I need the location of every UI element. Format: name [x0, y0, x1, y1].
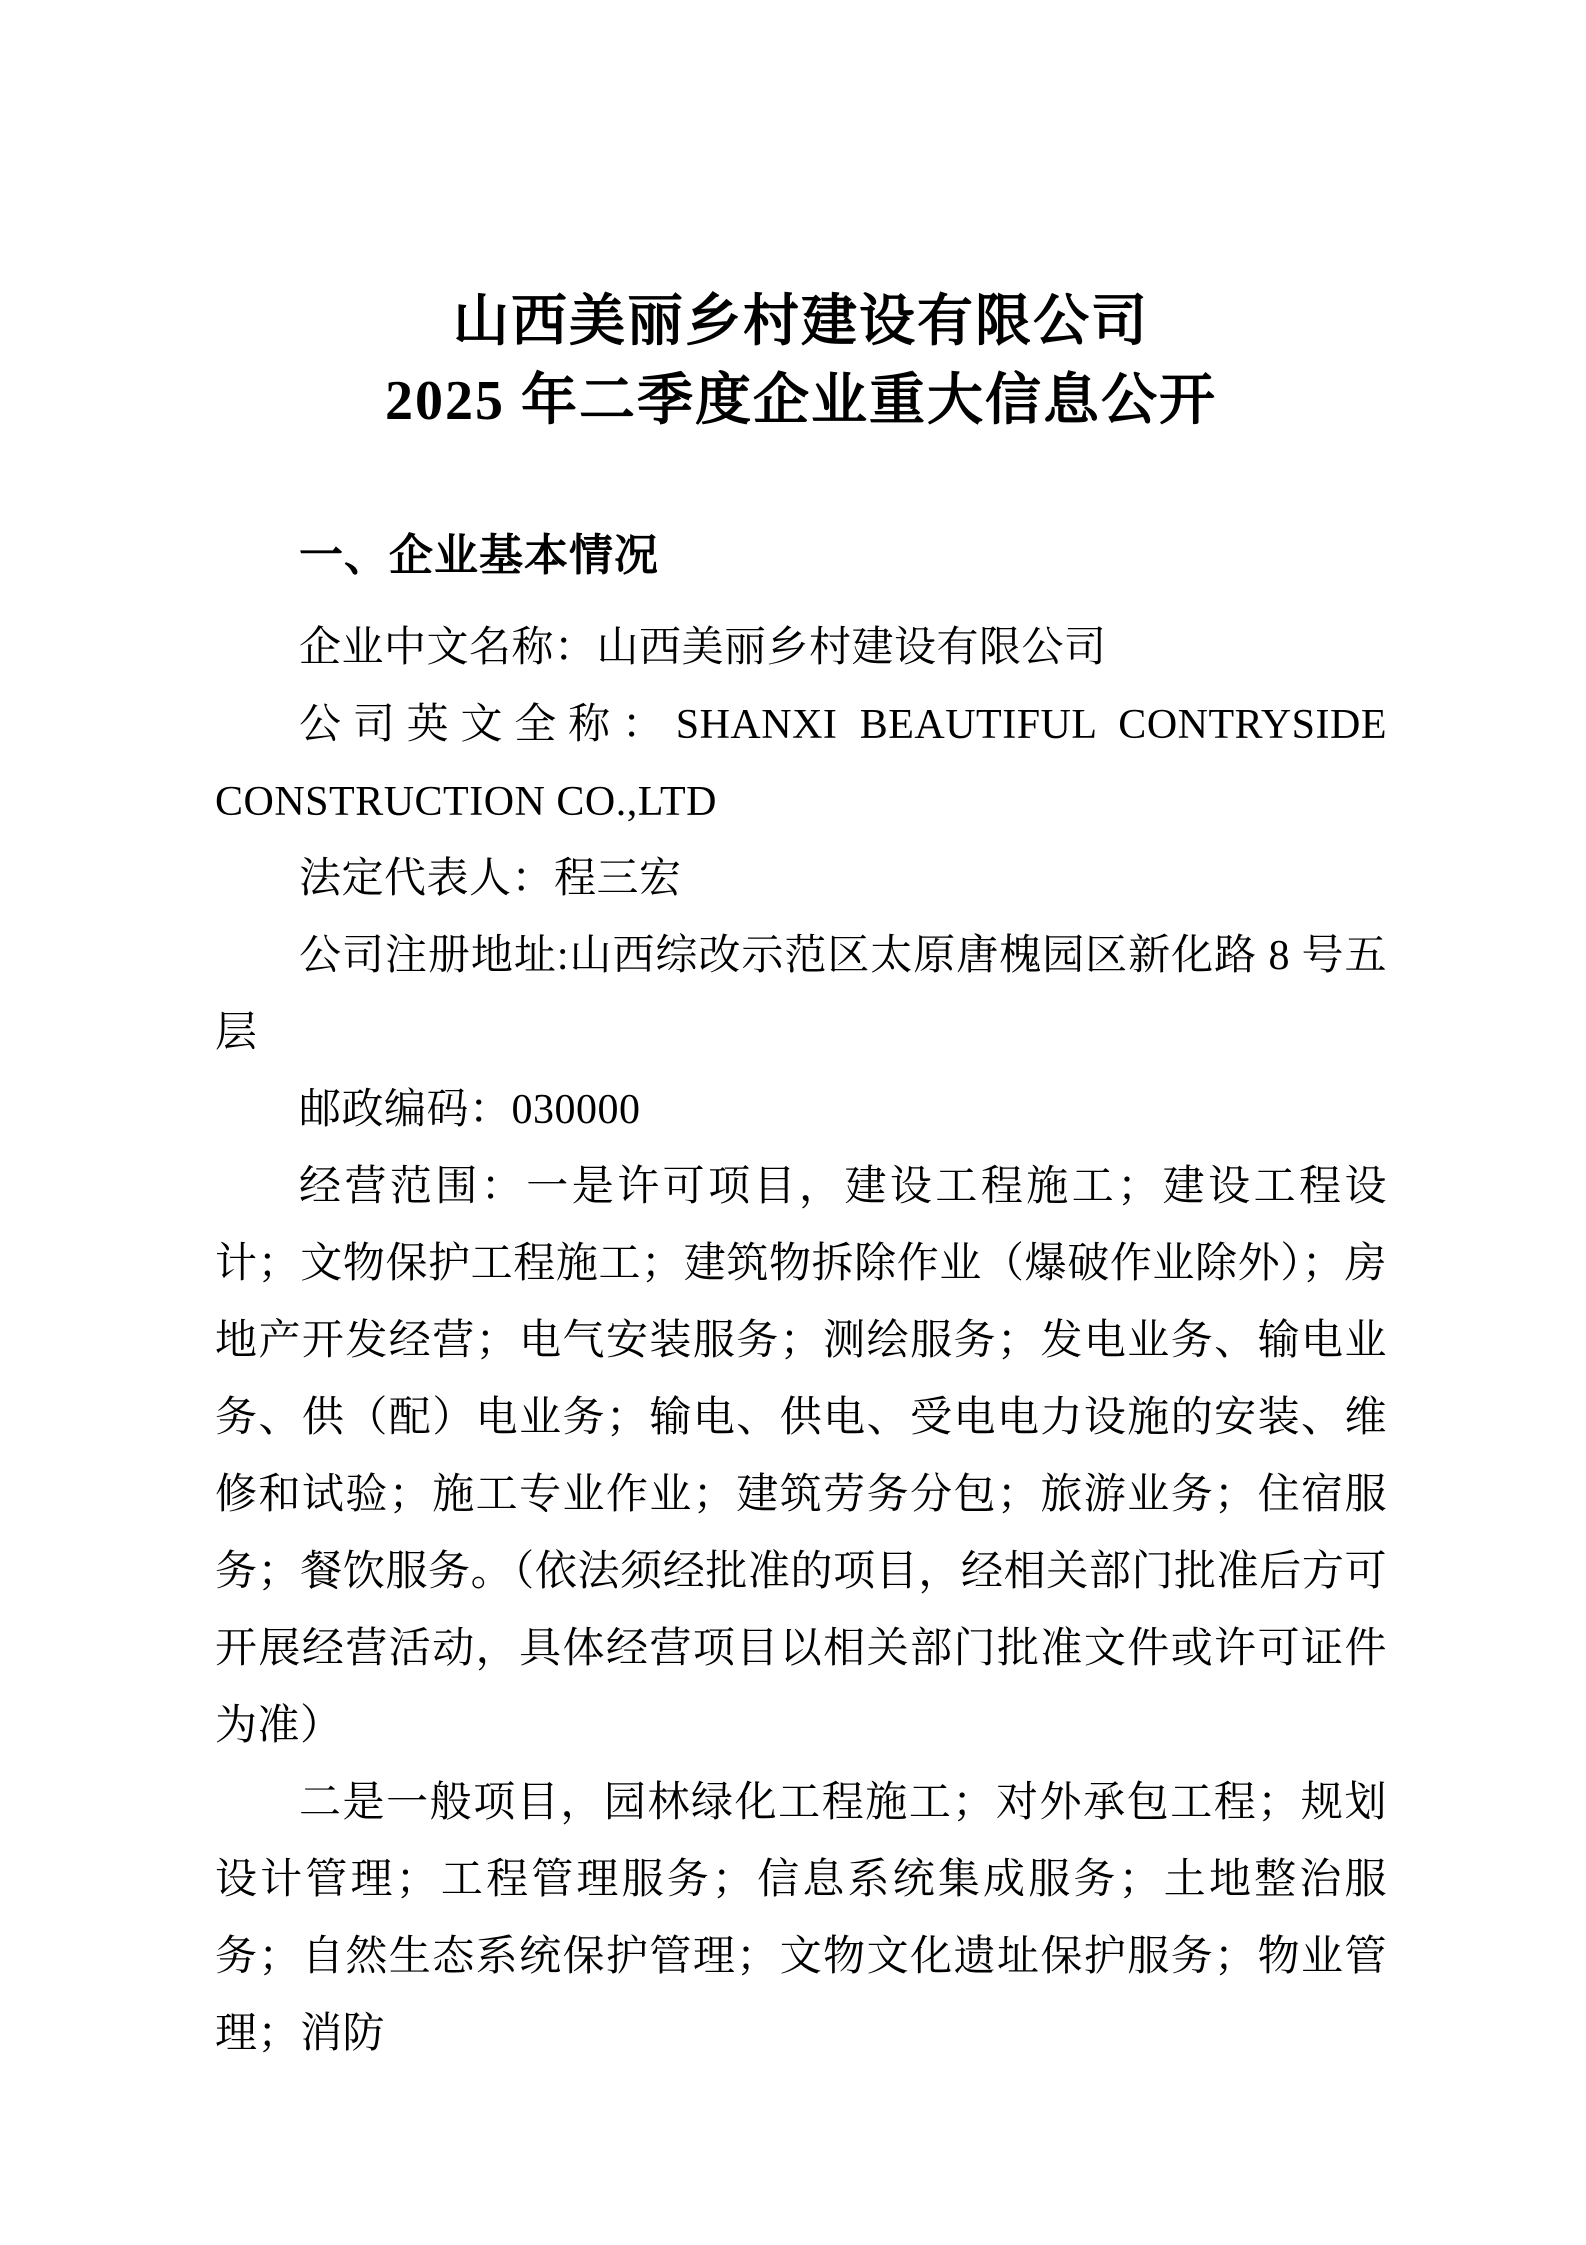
paragraph-postal-code: 邮政编码：030000: [299, 1087, 641, 1133]
document-body: [215, 610, 1387, 2073]
paragraph-business-scope-general: 二是一般项目，园林绿化工程施工；对外承包工程；规划设计管理；工程管理服务；信息系统集成服务；土地整治服务；自然生态系统保护管理；文物文化遗址保护服务；物业管理；消防: [215, 1780, 1387, 2057]
paragraph-company-name-cn: 企业中文名称：山西美丽乡村建设有限公司: [299, 625, 1107, 671]
paragraph-company-name-en: 公司英文全称：SHANXI BEAUTIFUL CONTRYSIDE CONSTRUCTION CO.,LTD: [215, 702, 1387, 825]
document-title-line-2: 2025 年二季度企业重大信息公开: [385, 370, 1217, 432]
section-heading-basic-info: 一、企业基本情况: [299, 531, 659, 580]
document-title-line-1: 山西美丽乡村建设有限公司: [453, 291, 1149, 353]
paragraph-legal-representative: 法定代表人：程三宏: [299, 856, 682, 902]
document-title: [215, 283, 1387, 441]
paragraph-business-scope-licensed: 经营范围：一是许可项目，建设工程施工；建设工程设计；文物保护工程施工；建筑物拆除作业（爆破作业除外）；房地产开发经营；电气安装服务；测绘服务；发电业务、输电业务、供（配）电业务；输电、供电、受电电力设施的安装、维修和试验；施工专业作业；建筑劳务分包；旅游业务；住宿服务；餐饮服务。（依法须经批准的项目，经相关部门批准后方可开展经营活动，具体经营项目以相关部门批准文件或许可证件为准）: [215, 1164, 1387, 1749]
paragraph-registered-address: 公司注册地址:山西综改示范区太原唐槐园区新化路 8 号五层: [215, 933, 1387, 1056]
